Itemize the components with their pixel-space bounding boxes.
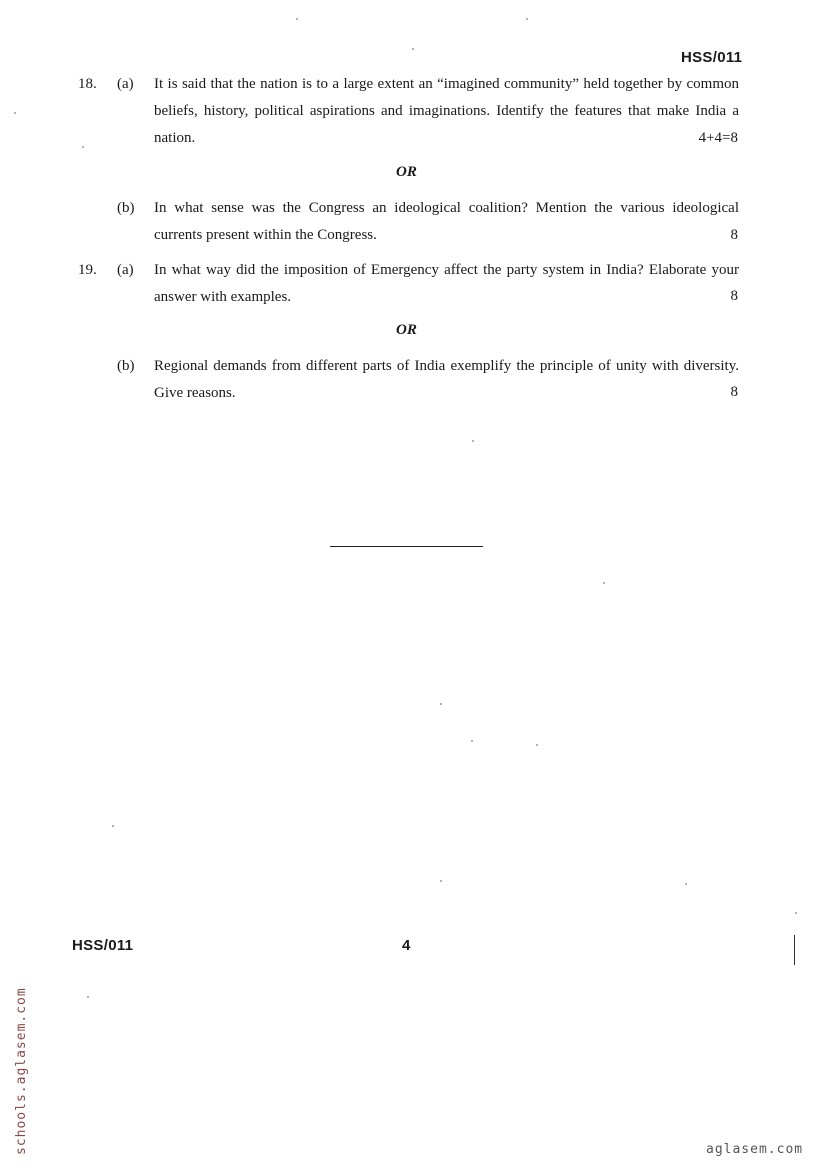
footer-paper-code: HSS/011 [72, 937, 134, 954]
question-marks: 8 [730, 384, 738, 400]
scan-speck [472, 440, 474, 442]
or-separator: OR [396, 164, 417, 180]
scan-speck [112, 825, 114, 827]
bottom-watermark: aglasem.com [706, 1142, 804, 1157]
question-text: In what sense was the Congress an ideological coalition? Mention the various ideological currents present within the Congress. [154, 200, 739, 243]
scan-speck [87, 996, 89, 998]
scan-edge-line [794, 935, 795, 965]
side-watermark: schools.aglasem.com [14, 987, 29, 1155]
question-marks: 8 [730, 288, 738, 304]
scan-speck [536, 744, 538, 746]
scan-speck [296, 18, 298, 20]
scan-speck [82, 146, 84, 148]
question-marks: 8 [730, 227, 738, 243]
scan-speck [603, 582, 605, 584]
end-of-paper-rule [330, 546, 483, 547]
scan-speck [471, 740, 473, 742]
question-part-label: (a) [117, 76, 134, 92]
scan-speck [440, 703, 442, 705]
scan-speck [440, 880, 442, 882]
scan-speck [795, 912, 797, 914]
scan-speck [685, 883, 687, 885]
page-number: 4 [402, 937, 411, 954]
question-part-label: (b) [117, 358, 135, 374]
question-part-label: (a) [117, 262, 134, 278]
scan-speck [14, 112, 16, 114]
question-text: In what way did the imposition of Emergency affect the party system in India? Elaborate your answer with examples. [154, 262, 739, 305]
question-number: 18. [78, 76, 97, 92]
or-separator: OR [396, 322, 417, 338]
scan-speck [412, 48, 414, 50]
question-text: Regional demands from different parts of India exemplify the principle of unity with diversity. Give reasons. [154, 358, 739, 401]
question-part-label: (b) [117, 200, 135, 216]
question-number: 19. [78, 262, 97, 278]
question-marks: 4+4=8 [698, 130, 738, 146]
header-paper-code: HSS/011 [681, 49, 743, 66]
question-text: It is said that the nation is to a large extent an “imagined community” held together by common beliefs, history, political aspirations and imaginations. Identify the features that make India a nation. [154, 76, 739, 146]
scan-speck [526, 18, 528, 20]
